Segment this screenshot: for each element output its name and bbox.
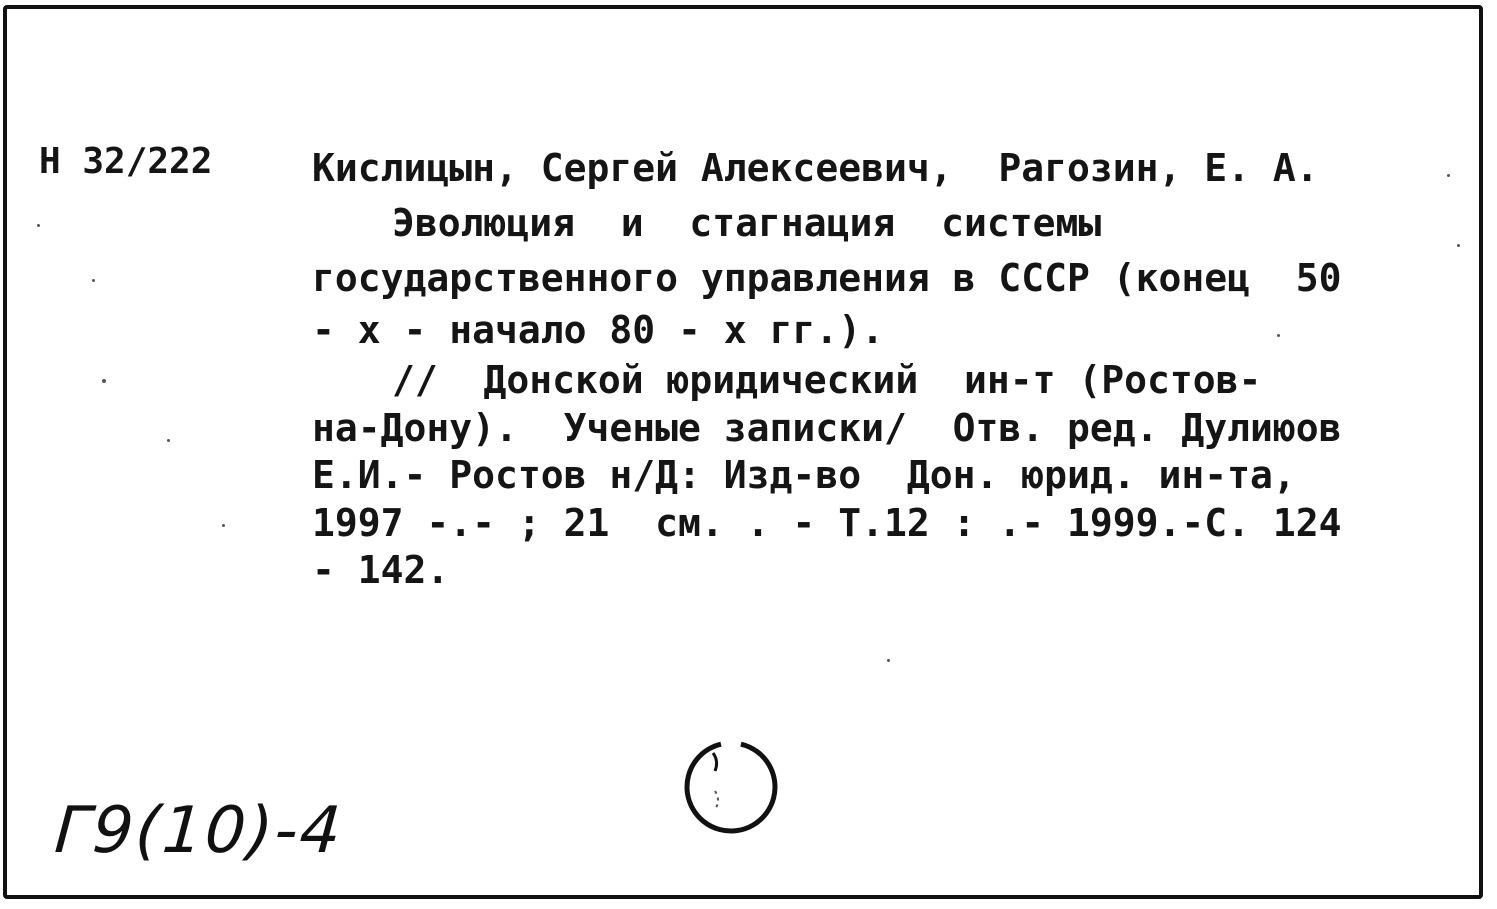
title-line-1: Эволюция и стагнация системы [392,201,1102,245]
scan-speck [1277,334,1280,337]
title-line-3: - х - начало 80 - х гг.). [312,308,884,352]
scan-speck [102,379,106,383]
source-line-1: // Донской юридический ин-т (Ростов- [392,358,1262,402]
source-line-3: Е.И.- Ростов н/Д: Изд-во Дон. юрид. ин-та, [312,453,1296,497]
author-line: Кислицын, Сергей Алексеевич, Рагозин, Е. А. [312,146,1319,190]
scan-speck [92,279,95,282]
punched-hole-mark [675,731,785,841]
scan-speck [167,439,170,442]
catalog-card [3,5,1483,899]
scan-speck [1457,244,1460,247]
title-line-2: государственного управления в СССР (конец 50 [312,256,1342,300]
source-line-2: на-Дону). Ученые записки/ Отв. ред. Дулиюов [312,406,1342,450]
handwritten-classification-code: Г9(10)-4 [52,794,346,868]
scan-speck [1447,174,1450,177]
scan-speck [37,224,40,227]
source-line-4: 1997 -.- ; 21 см. . - Т.12 : .- 1999.-С. 124 [312,501,1342,545]
shelfmark: Н 32/222 [39,141,213,182]
scan-speck [887,659,890,662]
source-line-5: - 142. [312,548,450,592]
scan-speck [222,524,225,527]
